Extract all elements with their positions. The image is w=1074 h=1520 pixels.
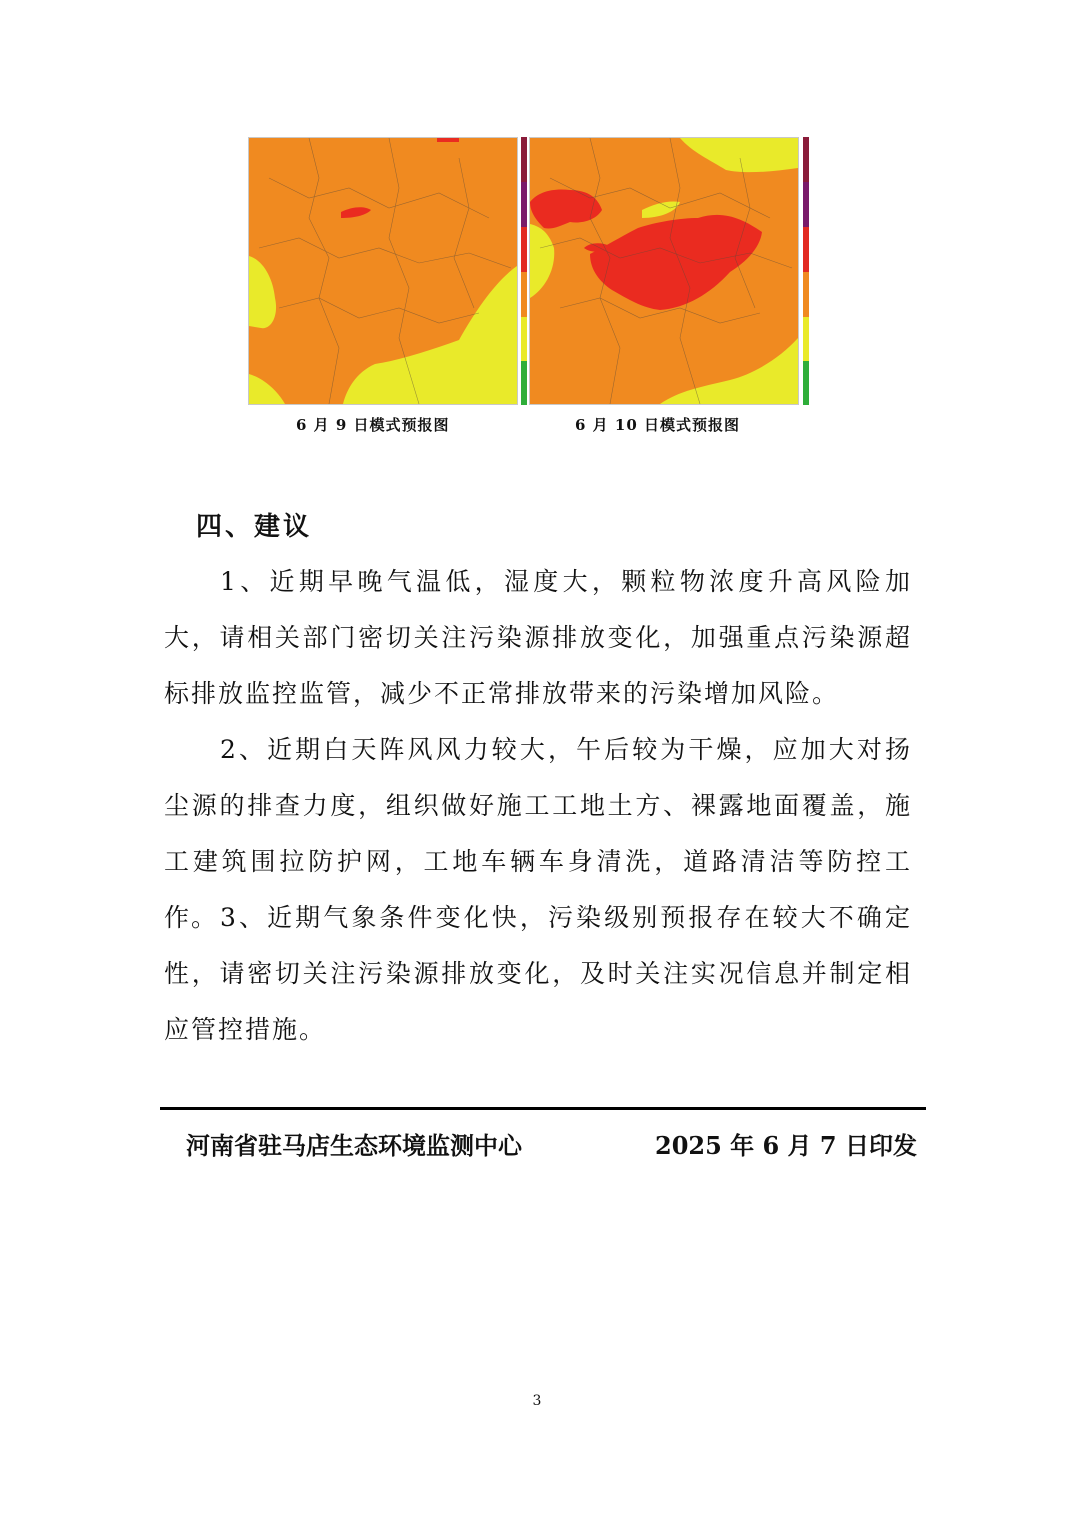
issue-date: 2025 年 6 月 7 日印发 (655, 1131, 917, 1160)
recommendation-paragraph-2: 2、近期白天阵风风力较大，午后较为干燥，应加大对扬尘源的排查力度，组织做好施工工地土方、裸露地面覆盖，施工建筑围拉防护网，工地车辆车身清洗，道路清洁等防控工作。 (164, 735, 912, 932)
moderate-pollution-patch-north (437, 138, 459, 142)
page-number: 3 (532, 1393, 542, 1409)
figure-caption-june-10: 6 月 10 日模式预报图 (575, 416, 740, 434)
issuing-organization: 河南省驻马店生态环境监测中心 (186, 1131, 522, 1160)
legend-swatch (521, 361, 527, 405)
legend-swatch (803, 272, 809, 317)
legend-swatch (521, 272, 527, 317)
recommendation-paragraph-1: 1、近期早晚气温低，湿度大，颗粒物浓度升高风险加大，请相关部门密切关注污染源排放变化，加强重点污染源超标排放监控监管，减少不正常排放带来的污染增加风险。 (164, 567, 912, 708)
legend-swatch (803, 182, 809, 227)
recommendation-paragraph-3: 3、近期气象条件变化快，污染级别预报存在较大不确定性，请密切关注污染源排放变化，及时关注实况信息并制定相应管控措施。 (164, 903, 912, 1044)
forecast-map-june-10-graphic (530, 138, 798, 404)
legend-swatch (521, 182, 527, 227)
section-heading: 四、建议 (196, 512, 313, 542)
legend-swatch (521, 137, 527, 182)
legend-bar-left (521, 137, 527, 405)
figure-caption-june-9: 6 月 9 日模式预报图 (296, 416, 450, 434)
forecast-map-june-10 (529, 137, 799, 405)
legend-swatch (803, 227, 809, 272)
footer-divider (160, 1107, 926, 1110)
legend-swatch (521, 317, 527, 361)
legend-bar-right (803, 137, 809, 405)
forecast-map-june-9 (248, 137, 518, 405)
legend-swatch (803, 137, 809, 182)
legend-swatch (803, 361, 809, 405)
legend-swatch (803, 317, 809, 361)
forecast-map-june-9-graphic (249, 138, 517, 404)
legend-swatch (521, 227, 527, 272)
